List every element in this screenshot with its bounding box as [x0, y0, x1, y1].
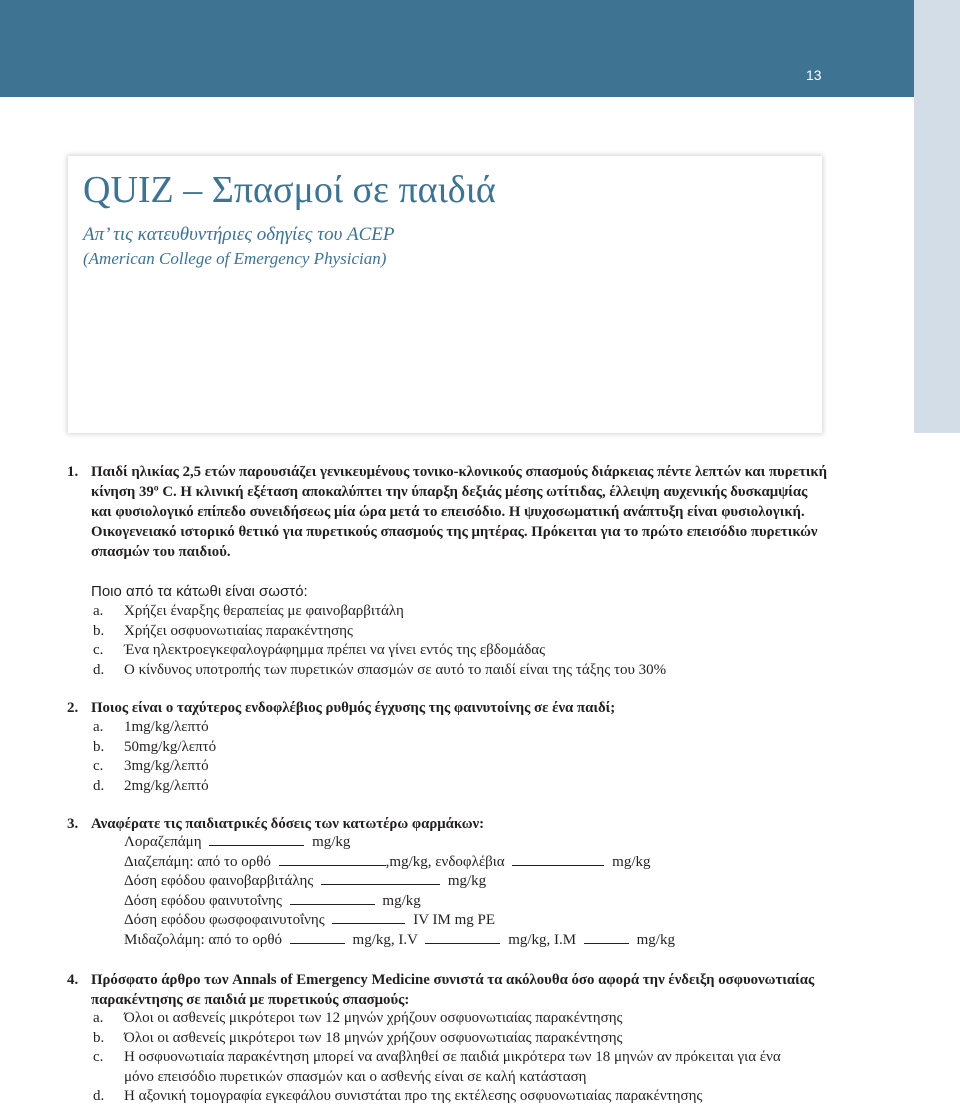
option-text: Χρήζει έναρξης θεραπείας με φαινοβαρβιτάλη [124, 603, 404, 619]
option [91, 1048, 811, 1087]
option-letter: c. [93, 642, 104, 658]
option-text: Η οσφυονωτιαία παρακέντηση μπορεί να αναβληθεί σε παιδιά μικρότερα των 18 μηνών αν πρόκειται για ένα μόνο επεισόδιο πυρετικών σπασμών και ο ασθενής είναι σε καλή κατάσταση [124, 1049, 781, 1085]
dose-row-phenobarbital [124, 872, 675, 892]
subtitle: Απ’ τις κατευθυντήριες οδηγίες του ACEP [83, 224, 395, 245]
option-letter: b. [93, 1029, 105, 1046]
dose-unit: mg/kg [636, 931, 675, 948]
option-letter: d. [93, 1088, 105, 1104]
option [91, 1087, 811, 1107]
option-letter: c. [93, 1049, 104, 1065]
q2-options [91, 718, 216, 796]
dose-unit: mg/kg [312, 834, 351, 850]
option-text: 2mg/kg/λεπτό [124, 777, 209, 794]
dose-label: Διαζεπάμη: από το ορθό [124, 853, 271, 870]
option [91, 602, 666, 622]
question-1 [67, 462, 827, 562]
option [91, 641, 666, 661]
option [91, 661, 666, 681]
option-letter: a. [93, 1010, 104, 1026]
dose-row-fosphenytoin [124, 911, 675, 931]
option-text: Ένα ηλεκτροεγκεφαλογράφημμα πρέπει να γίνει εντός της εβδομάδας [124, 642, 546, 658]
header-band [0, 0, 914, 97]
option [91, 718, 216, 738]
option-letter: c. [93, 758, 104, 774]
question-number: 4. [67, 972, 79, 988]
question-text: Παιδί ηλικίας 2,5 ετών παρουσιάζει γενικευμένους τονικο-κλονικούς σπασμούς διάρκειας πέντε λεπτών και πυρετική κίνηση 39º C. Η κλινική εξέταση αποκαλύπτει την ύπαρξη δεξιάς μέσης ωτίτιδας, έλλειψη αυχενικής δυσκαμψίας και φυσιολογικό επίπεδο συνειδήσεως μία ώρα μετά το επεισόδιο. Η ψυχοσωματική ανάπτυξη είναι φυσιολογική. Οικογενειακό ιστορικό θετικό για πυρετικούς σπασμούς της μητέρας. Πρόκειται για το πρώτο επεισόδιο πυρετικών σπασμών του παιδιού. [91, 464, 828, 560]
option-text: Η αξονική τομογραφία εγκεφάλου συνιστάται προ της εκτέλεσης οσφυονωτιαίας παρακέντησης [124, 1088, 703, 1104]
answer-blank[interactable] [279, 853, 386, 866]
dose-label: Λοραζεπάμη [124, 834, 202, 850]
answer-blank[interactable] [290, 892, 375, 905]
question-number: 1. [67, 464, 79, 480]
option [91, 757, 216, 777]
dose-unit: mg/kg [382, 892, 421, 909]
page-number: 13 [806, 67, 822, 83]
answer-blank[interactable] [584, 931, 629, 944]
option-text: Όλοι οι ασθενείς μικρότεροι των 12 μηνών χρήζουν οσφυονωτιαίας παρακέντησης [124, 1010, 623, 1026]
dose-unit: mg/kg, I.V [352, 931, 418, 948]
option-text: 3mg/kg/λεπτό [124, 758, 209, 774]
dose-unit: mg/kg [447, 873, 487, 889]
dose-row-phenytoin [124, 892, 675, 912]
dose-unit: IV IM mg PE [413, 912, 496, 928]
dose-unit: ,mg/kg, ενδοφλέβια [385, 853, 505, 870]
option-letter: d. [93, 777, 105, 794]
answer-blank[interactable] [321, 872, 440, 885]
dose-label: Δόση εφόδου φαινυτοΐνης [124, 892, 282, 909]
question-number: 2. [67, 700, 79, 716]
dose-list [124, 833, 675, 950]
option-text: 1mg/kg/λεπτό [124, 719, 209, 735]
option-text: Χρήζει οσφυονωτιαίας παρακέντησης [124, 622, 353, 639]
question-2 [67, 698, 827, 718]
dose-row-midazolam [124, 931, 675, 951]
dose-row-diazepam [124, 853, 675, 873]
option-letter: a. [93, 719, 104, 735]
option [91, 1009, 811, 1029]
dose-label: Μιδαζολάμη: από το ορθό [124, 931, 283, 948]
answer-blank[interactable] [332, 911, 405, 924]
dose-label: Δόση εφόδου φαινοβαρβιτάλης [124, 873, 314, 889]
answer-blank[interactable] [290, 931, 345, 944]
option-text: Όλοι οι ασθενείς μικρότεροι των 18 μηνών χρήζουν οσφυονωτιαίας παρακέντησης [124, 1029, 623, 1046]
question-4 [67, 970, 827, 1010]
dose-unit: mg/kg [612, 853, 651, 870]
option-letter: b. [93, 622, 105, 639]
question-number: 3. [67, 816, 79, 832]
option-letter: d. [93, 661, 105, 678]
subtitle-source: (American College of Emergency Physician) [83, 249, 387, 268]
option [91, 777, 216, 797]
answer-blank[interactable] [425, 931, 500, 944]
question-text: Αναφέρατε τις παιδιατρικές δόσεις των κατωτέρω φαρμάκων: [91, 816, 485, 832]
option [91, 622, 666, 642]
answer-blank[interactable] [209, 833, 304, 846]
title-card [68, 156, 822, 433]
dose-row-lorazepam [124, 833, 675, 853]
question-3 [67, 814, 827, 834]
option-letter: b. [93, 738, 105, 755]
q4-options [91, 1009, 811, 1107]
dose-unit: mg/kg, I.M [508, 931, 577, 948]
question-prompt: Ποιο από τα κάτωθι είναι σωστό: [91, 583, 308, 600]
option-letter: a. [93, 603, 104, 619]
dose-label: Δόση εφόδου φωσφοφαινυτοΐνης [124, 912, 325, 928]
option [91, 738, 216, 758]
q1-options [91, 602, 666, 680]
option [91, 1029, 811, 1049]
side-strip [914, 0, 960, 433]
option-text: 50mg/kg/λεπτό [124, 738, 217, 755]
question-text: Πρόσφατο άρθρο των Annals of Emergency Medicine συνιστά τα ακόλουθα όσο αφορά την ένδειξη οσφυονωτιαίας παρακέντησης σε παιδιά με πυρετικούς σπασμούς: [91, 972, 815, 1008]
option-text: Ο κίνδυνος υποτροπής των πυρετικών σπασμών σε αυτό το παιδί είναι της τάξης του 30% [124, 661, 667, 678]
answer-blank[interactable] [512, 853, 604, 866]
question-text: Ποιος είναι ο ταχύτερος ενδοφλέβιος ρυθμός έγχυσης της φαινυτοίνης σε ένα παιδί; [91, 700, 616, 716]
page-title: QUIZ – Σπασμοί σε παιδιά [83, 169, 496, 211]
